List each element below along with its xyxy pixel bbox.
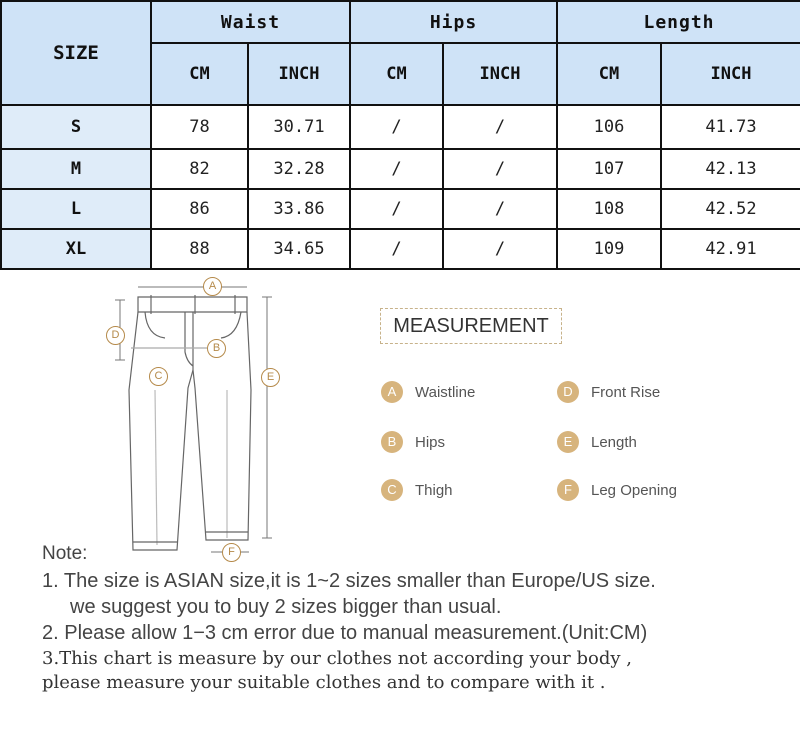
- note-line-1-continued: we suggest you to buy 2 sizes bigger than usual.: [70, 596, 502, 618]
- letter-b-icon: B: [381, 431, 403, 453]
- value-cell: 42.52: [661, 189, 800, 229]
- value-cell: /: [443, 229, 557, 269]
- legend-label: Front Rise: [591, 383, 661, 401]
- badge-c-icon: C: [149, 367, 168, 386]
- legend-label: Length: [591, 433, 637, 451]
- value-cell: 32.28: [248, 149, 350, 189]
- note-line-3: 3.This chart is measure by our clothes not according your body ,: [42, 648, 632, 669]
- badge-d-icon: D: [106, 326, 125, 345]
- legend-item-leg-opening: [557, 479, 677, 501]
- letter-a-icon: A: [381, 381, 403, 403]
- size-column-header: SIZE: [1, 1, 151, 105]
- note-line-1: 1. The size is ASIAN size,it is 1~2 sizes smaller than Europe/US size.: [42, 570, 656, 592]
- value-cell: /: [443, 149, 557, 189]
- letter-d-icon: D: [557, 381, 579, 403]
- length-group-header: Length: [557, 1, 800, 43]
- legend-label: Hips: [415, 433, 446, 451]
- letter-c-icon: C: [381, 479, 403, 501]
- table-row: [1, 149, 800, 189]
- value-cell: 42.13: [661, 149, 800, 189]
- value-cell: 41.73: [661, 105, 800, 149]
- value-cell: /: [443, 189, 557, 229]
- letter-f-icon: F: [557, 479, 579, 501]
- value-cell: 82: [151, 149, 248, 189]
- badge-e-icon: E: [261, 368, 280, 387]
- pants-diagram: [95, 270, 295, 570]
- size-chart-table: [0, 0, 800, 270]
- legend-item-hips: [381, 431, 445, 453]
- unit-header: INCH: [248, 43, 350, 105]
- size-cell: M: [1, 149, 151, 189]
- table-row: [1, 229, 800, 269]
- legend-item-front-rise: [557, 381, 660, 403]
- size-cell: S: [1, 105, 151, 149]
- value-cell: 88: [151, 229, 248, 269]
- value-cell: 108: [557, 189, 661, 229]
- badge-a-icon: A: [203, 277, 222, 296]
- badge-b-icon: B: [207, 339, 226, 358]
- value-cell: /: [350, 189, 443, 229]
- value-cell: 33.86: [248, 189, 350, 229]
- value-cell: /: [350, 105, 443, 149]
- unit-header: INCH: [443, 43, 557, 105]
- value-cell: 78: [151, 105, 248, 149]
- measurement-title: MEASUREMENT: [380, 308, 562, 344]
- value-cell: /: [443, 105, 557, 149]
- value-cell: 86: [151, 189, 248, 229]
- value-cell: /: [350, 149, 443, 189]
- legend-item-waistline: [381, 381, 475, 403]
- table-row: [1, 189, 800, 229]
- size-cell: XL: [1, 229, 151, 269]
- waist-group-header: Waist: [151, 1, 350, 43]
- legend-label: Leg Opening: [591, 481, 677, 499]
- table-row: [1, 105, 800, 149]
- legend-label: Thigh: [415, 481, 453, 499]
- legend-item-length: [557, 431, 637, 453]
- unit-header: CM: [151, 43, 248, 105]
- note-line-3-continued: please measure your suitable clothes and to compare with it .: [42, 672, 606, 693]
- legend-item-thigh: [381, 479, 453, 501]
- pants-outline-illustration: [95, 270, 295, 570]
- unit-header: CM: [557, 43, 661, 105]
- value-cell: 109: [557, 229, 661, 269]
- unit-header: CM: [350, 43, 443, 105]
- legend-label: Waistline: [415, 383, 476, 401]
- badge-f-icon: F: [222, 543, 241, 562]
- hips-group-header: Hips: [350, 1, 557, 43]
- value-cell: 107: [557, 149, 661, 189]
- value-cell: 106: [557, 105, 661, 149]
- note-heading: Note:: [42, 543, 88, 564]
- value-cell: 42.91: [661, 229, 800, 269]
- letter-e-icon: E: [557, 431, 579, 453]
- value-cell: 30.71: [248, 105, 350, 149]
- note-line-2: 2. Please allow 1−3 cm error due to manual measurement.(Unit:CM): [42, 622, 648, 644]
- value-cell: /: [350, 229, 443, 269]
- size-cell: L: [1, 189, 151, 229]
- value-cell: 34.65: [248, 229, 350, 269]
- unit-header: INCH: [661, 43, 800, 105]
